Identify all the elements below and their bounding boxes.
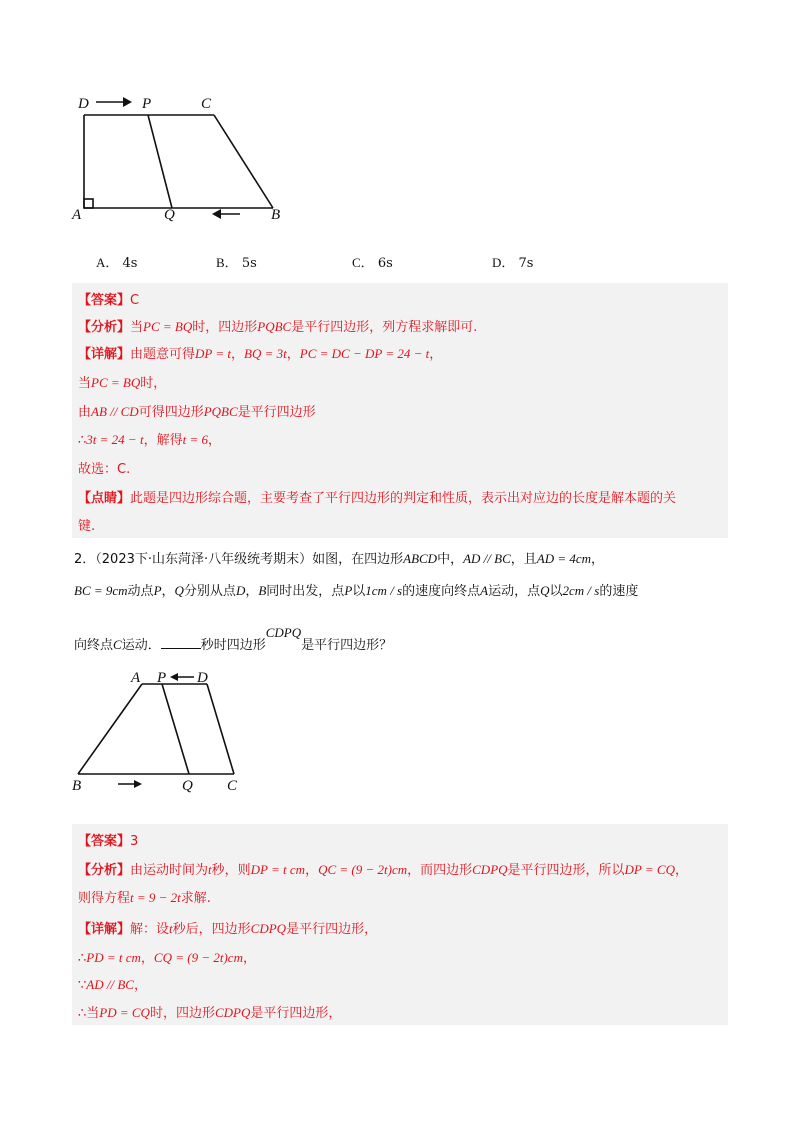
segment-pq	[148, 115, 172, 208]
label-b: B	[72, 778, 82, 794]
answer-value: 3	[130, 834, 139, 849]
option-d[interactable]: D． 7s	[492, 255, 534, 271]
label-d: D	[197, 670, 208, 686]
detail-step-2: 由AB // CD可得四边形PQBC是平行四边形	[78, 404, 316, 420]
right-angle-mark	[84, 199, 93, 208]
label-q: Q	[164, 207, 175, 223]
analysis-line: 【分析】当PC = BQ时，四边形PQBC是平行四边形，列方程求解即可.	[78, 319, 478, 335]
arrow-p-head	[123, 97, 132, 107]
label-q: Q	[182, 778, 193, 794]
solution-block-1	[72, 283, 728, 538]
answer-value: C	[130, 293, 140, 308]
figure-trapezoid-pqbc	[70, 88, 300, 228]
option-a[interactable]: A． 4s	[96, 255, 138, 271]
arrow-p-head	[170, 673, 178, 681]
label-a: A	[131, 670, 141, 686]
answer-line: 【答案】C	[78, 293, 140, 308]
detail-step-2: ∵AD // BC，	[78, 977, 147, 993]
detail-step-1: 当PC = BQ时，	[78, 375, 167, 391]
segment-cb	[214, 115, 273, 208]
arrow-q-head	[212, 209, 221, 219]
segment-pq	[162, 684, 189, 774]
label-c: C	[227, 778, 238, 794]
comment-line: 【点睛】此题是四边形综合题，主要考查了平行四边形的判定和性质，表示出对应边的长度是解本题的关	[78, 491, 677, 506]
segment-dc	[207, 684, 234, 774]
label-b: B	[271, 207, 281, 223]
comment-line-cont: 键.	[78, 519, 96, 534]
detail-line: 【详解】解：设t秒后，四边形CDPQ是平行四边形，	[78, 921, 378, 937]
detail-step-1: ∴PD = t cm，CQ = (9 − 2t)cm，	[78, 950, 256, 966]
label-d: D	[78, 96, 89, 112]
segment-ab	[78, 684, 142, 774]
answer-line: 【答案】3	[78, 834, 139, 849]
label-p: P	[142, 96, 152, 112]
question-2-line-1: 2．（2023下·山东菏泽·八年级统考期末）如图，在四边形ABCD中，AD // BC，且AD = 4cm，	[74, 551, 605, 567]
choice-options	[96, 252, 656, 276]
solution-block-2	[72, 824, 728, 1025]
label-p: P	[157, 670, 167, 686]
option-b[interactable]: B． 5s	[216, 255, 257, 271]
option-c[interactable]: C． 6s	[352, 255, 393, 271]
question-2-line-3: 向终点C运动． 秒时四边形CDPQ是平行四边形？	[74, 625, 393, 653]
label-c: C	[201, 96, 212, 112]
label-a: A	[72, 207, 82, 223]
question-2-line-2: BC = 9cm动点P，Q分别从点D，B同时出发，点P以1cm / s的速度向终点A运动，点Q以2cm / s的速度	[74, 583, 639, 599]
analysis-line-cont: 则得方程t = 9 − 2t求解.	[78, 890, 211, 906]
detail-conclusion: 故选：C.	[78, 462, 131, 477]
detail-step-3: ∴3t = 24 − t，解得t = 6，	[78, 432, 221, 448]
detail-line: 【详解】由题意可得DP = t，BQ = 3t，PC = DC − DP = 24 − t，	[78, 346, 443, 362]
analysis-line: 【分析】由运动时间为t秒，则DP = t cm，QC = (9 − 2t)cm，而四边形CDPQ是平行四边形，所以DP = CQ，	[78, 862, 688, 878]
figure-trapezoid-cdpq	[66, 664, 256, 796]
arrow-q-head	[134, 780, 142, 788]
answer-blank[interactable]	[161, 638, 201, 649]
detail-step-3: ∴当PD = CQ时，四边形CDPQ是平行四边形，	[78, 1005, 342, 1021]
